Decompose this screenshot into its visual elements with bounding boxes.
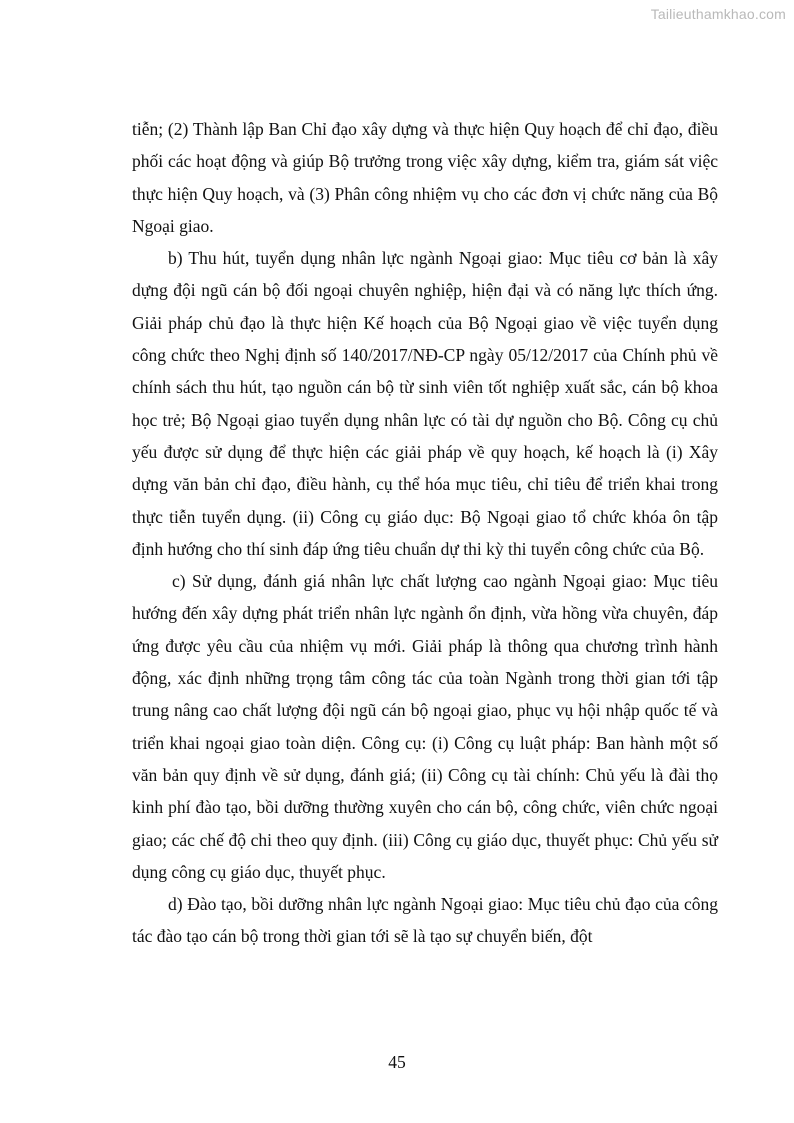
paragraph-recruitment: b) Thu hút, tuyển dụng nhân lực ngành Ngoại giao: Mục tiêu cơ bản là xây dựng đội ngũ cán bộ đối ngoại chuyên nghiệp, hiện đại và có năng lực thích ứng. Giải pháp chủ đạo là thực hiện Kế hoạch của Bộ Ngoại giao về việc tuyển dụng công chức theo Nghị định số 140/2017/NĐ-CP ngày 05/12/2017 của Chính phủ về chính sách thu hút, tạo nguồn cán bộ từ sinh viên tốt nghiệp xuất sắc, cán bộ khoa học trẻ; Bộ Ngoại giao tuyển dụng nhân lực có tài dự nguồn cho Bộ. Công cụ chủ yếu được sử dụng để thực hiện các giải pháp về quy hoạch, kế hoạch là (i) Xây dựng văn bản chỉ đạo, điều hành, cụ thể hóa mục tiêu, chỉ tiêu để triển khai trong thực tiễn tuyển dụng. (ii) Công cụ giáo dục: Bộ Ngoại giao tổ chức khóa ôn tập định hướng cho thí sinh đáp ứng tiêu chuẩn dự thi kỳ thi tuyển công chức của Bộ. bbox=[132, 248, 718, 559]
watermark: Tailieuthamkhao.com bbox=[650, 6, 786, 22]
page-number: 45 bbox=[388, 1052, 406, 1072]
document-body bbox=[132, 113, 718, 953]
paragraph-utilization: c) Sử dụng, đánh giá nhân lực chất lượng cao ngành Ngoại giao: Mục tiêu hướng đến xây dựng phát triển nhân lực ngành ổn định, vừa hồng vừa chuyên, đáp ứng được yêu cầu của nhiệm vụ mới. Giải pháp là thông qua chương trình hành động, xác định những trọng tâm công tác của toàn Ngành trong thời gian tới tập trung nâng cao chất lượng đội ngũ cán bộ ngoại giao, phục vụ hội nhập quốc tế và triển khai ngoại giao toàn diện. Công cụ: (i) Công cụ luật pháp: Ban hành một số văn bản quy định về sử dụng, đánh giá; (ii) Công cụ tài chính: Chủ yếu là đài thọ kinh phí đào tạo, bồi dưỡng thường xuyên cho cán bộ, công chức, viên chức ngoại giao; các chế độ chi theo quy định. (iii) Công cụ giáo dục, thuyết phục: Chủ yếu sử dụng công cụ giáo dục, thuyết phục. bbox=[132, 571, 718, 882]
paragraph-continuation: tiễn; (2) Thành lập Ban Chỉ đạo xây dựng và thực hiện Quy hoạch để chỉ đạo, điều phối các hoạt động và giúp Bộ trưởng trong việc xây dựng, kiểm tra, giám sát việc thực hiện Quy hoạch, và (3) Phân công nhiệm vụ cho các đơn vị chức năng của Bộ Ngoại giao. bbox=[132, 119, 718, 236]
paragraph-training: d) Đào tạo, bồi dưỡng nhân lực ngành Ngoại giao: Mục tiêu chủ đạo của công tác đào tạo cán bộ trong thời gian tới sẽ là tạo sự chuyển biến, đột bbox=[132, 894, 718, 947]
